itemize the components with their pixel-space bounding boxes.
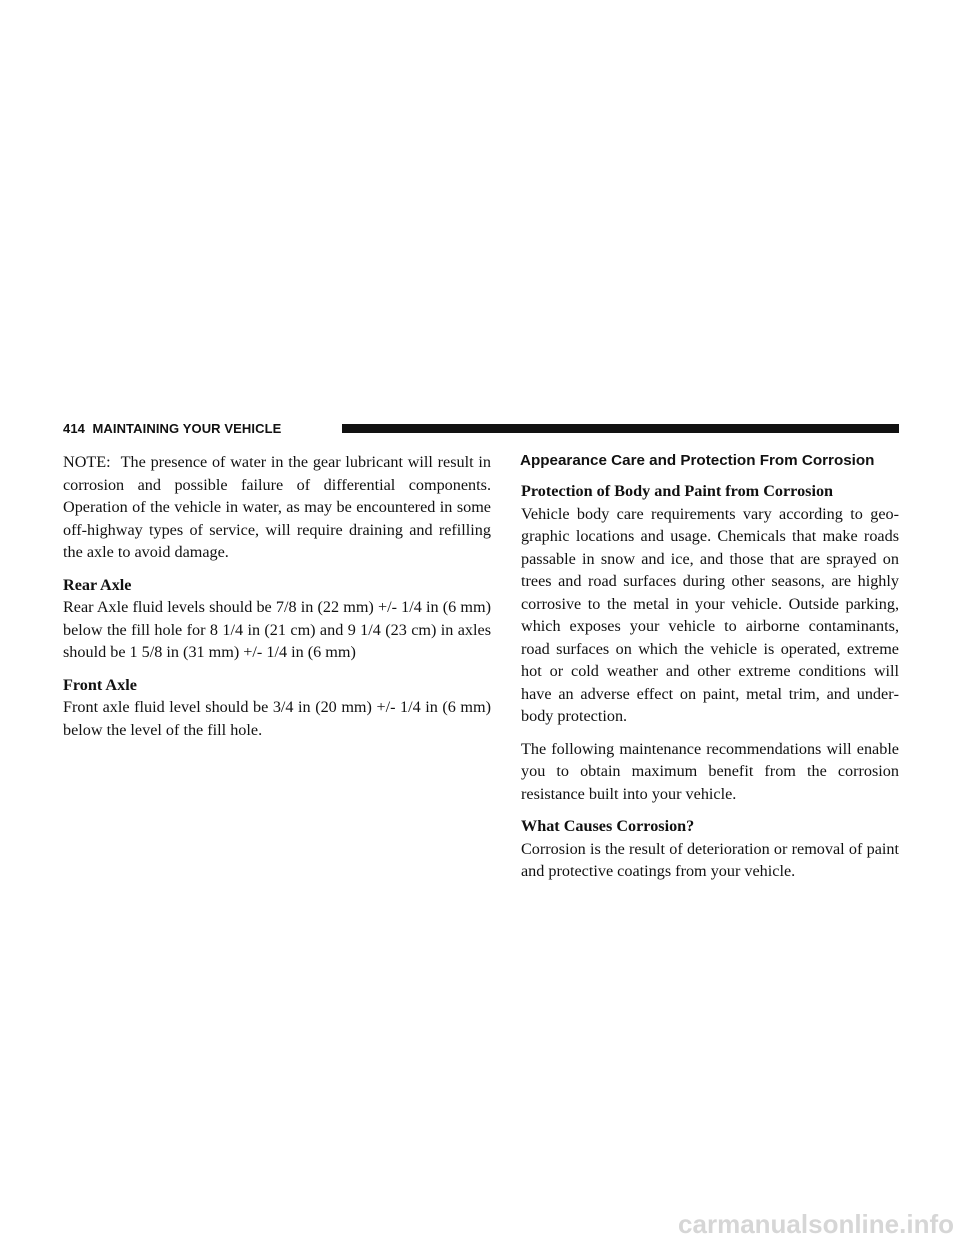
header-text	[63, 421, 281, 436]
front-axle-text: Front axle fluid level should be 3/4 in (20 mm) +/- 1/4 in (6 mm) below the level of the fill hole.	[63, 698, 491, 739]
causes-heading: What Causes Corrosion?	[521, 817, 695, 835]
header-rule	[342, 424, 899, 433]
page-header	[63, 419, 899, 441]
note-label: NOTE:	[63, 453, 111, 471]
left-column	[63, 451, 491, 741]
front-axle-heading: Front Axle	[63, 675, 137, 694]
note-paragraph	[63, 451, 491, 564]
watermark: carmanualsonline.info	[678, 1209, 954, 1239]
note-text: The presence of water in the gear lubricant will result in corrosion and possible failure of differential components. Operation of the vehicle in water, as may be encountered in some off-highway types of service, will require draining and refilling the axle to avoid damage.	[63, 453, 491, 561]
right-column	[521, 451, 899, 883]
protection-text: Vehicle body care requirements vary according to geographic locations and usage. Chemicals that make roads passable in snow and ice, and those that are sprayed on trees and road surfaces during other seasons, are highly corrosive to the metal in your vehicle. Outside parking, which exposes your vehicle to airborne contaminants, road surfaces on which the vehicle is operated, extreme hot or cold weather and other extreme conditions will have an adverse effect on paint, metal trim, and underbody protection.	[521, 504, 899, 725]
page-number: 414	[63, 421, 85, 436]
rear-axle-text: Rear Axle fluid levels should be 7/8 in (22 mm) +/- 1/4 in (6 mm) below the fill hole for 8 1/4 in (21 cm) and 9 1/4 (23 cm) in axles should be 1 5/8 in (31 mm) +/- 1/4 in (6 mm)	[63, 598, 491, 661]
section-name: MAINTAINING YOUR VEHICLE	[92, 421, 282, 436]
recommendations-text: The following maintenance recommendations will enable you to obtain maximum benefit from the corrosion resistance built into your vehicle.	[521, 739, 899, 803]
rear-axle-heading: Rear Axle	[63, 575, 132, 594]
section-title: Appearance Care and Protection From Corrosion	[520, 452, 875, 469]
protection-heading: Protection of Body and Paint from Corrosion	[521, 482, 834, 500]
causes-text: Corrosion is the result of deterioration or removal of paint and protective coatings from your vehicle.	[521, 839, 899, 880]
